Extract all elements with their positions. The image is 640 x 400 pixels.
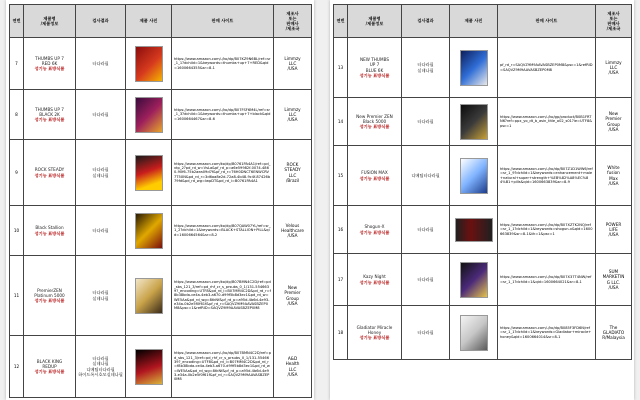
table-row xyxy=(10,38,312,90)
product-name-en: PremierZEN Platinum 5000 xyxy=(34,287,65,298)
sales-site-link[interactable]: pf_rd_r=SAQVZ9M9AAVASBZEP0M8&psc=1&refRID=SAQVZ9M9AAVASBZEP0M8 xyxy=(498,38,596,98)
maker: Limmzy LLC /USA xyxy=(274,90,312,140)
product-category: 성기능 표방식품 xyxy=(34,172,65,178)
test-result: 타다라필 실데나필 xyxy=(402,38,450,98)
header-result: 검사결과 xyxy=(76,5,126,38)
header-no: 연번 xyxy=(334,5,348,38)
product-name-en: Gladiator Miracle Honey xyxy=(356,324,393,335)
table-header-row xyxy=(10,5,312,38)
test-result: 타다라필 xyxy=(402,254,450,306)
test-result: 타다라필 실데나필 xyxy=(76,256,126,336)
product-name-en: ROCK STEADY xyxy=(34,167,65,173)
product-photo xyxy=(135,213,163,249)
product-photo-cell xyxy=(126,206,172,256)
product-name xyxy=(24,206,76,256)
product-photo-cell xyxy=(450,206,498,254)
product-photo-cell xyxy=(450,38,498,98)
maker: SUM MARKETIN G LLC. /USA xyxy=(596,254,632,306)
maker: A&D Health LLC /USA xyxy=(274,336,312,398)
sales-site-link[interactable]: https://www.amazon.com/-/ko/dp/B07BMN4C2D/ref=pd_sbs_121_3/ref=pd_rhf_cr_s_prsubs_0_1/131-5546639?_encoding=UTF8&pd_rd_i=B07MM4C2D&pd_rd_r=f8b38bda-ce4a-4eb3-a670-d99f5b8d3ec1&pd_rd_w=WE5Aa&pd_rd_wg=8tkNf&pf_rd_p=a95d-4b6d-4e93-e34a-0b2e5f0f61f&pf_rd_r=SAQVZ9M9AAVASBZEP0M8 xyxy=(172,336,274,398)
header-photo: 제품 사진 xyxy=(126,5,172,38)
product-category: 성기능 표방식품 xyxy=(34,298,65,304)
row-no: 10 xyxy=(10,206,24,256)
product-photo-cell xyxy=(450,306,498,360)
product-name xyxy=(348,254,402,306)
product-name xyxy=(24,256,76,336)
product-category: 성기능 표방식품 xyxy=(359,335,390,341)
product-category: 성기능 표방식품 xyxy=(359,279,390,285)
product-photo-cell xyxy=(126,90,172,140)
product-photo-cell xyxy=(126,140,172,206)
product-name xyxy=(24,336,76,398)
product-table-right xyxy=(333,4,632,360)
table-row xyxy=(334,38,632,98)
row-no: 13 xyxy=(334,38,348,98)
maker: New Premier Group /USA xyxy=(596,98,632,146)
product-name xyxy=(24,38,76,90)
table-row xyxy=(334,306,632,360)
product-name xyxy=(24,90,76,140)
header-product-name: 제품명 /제품정보 xyxy=(24,5,76,38)
test-result: 타다라필 xyxy=(402,206,450,254)
test-result: 타다라필 xyxy=(76,90,126,140)
product-name-en: New Premier ZEN Black 5000 xyxy=(356,113,393,124)
sales-site-link[interactable]: https://www.amazon.com/ko/dp/B07QAW07YL/ref=sr_1_2?dchild=1&keywords=BLACK+STALLION+PILL&qid=1600664564&sr=8-2 xyxy=(172,206,274,256)
product-name-en: Black Stallion xyxy=(35,225,64,231)
table-row xyxy=(10,140,312,206)
product-name xyxy=(348,38,402,98)
product-photo xyxy=(135,155,163,191)
header-product-name: 제품명 /제품정보 xyxy=(348,5,402,38)
product-name xyxy=(348,206,402,254)
sales-site-link[interactable]: https://www.amazon.com/-/ko/dp/B07XZTK2NQ/ref=sr_1_1?dchild=1&keywords=shogun-x&qid=1600663839&sr=8-1&th=1&psc=1 xyxy=(498,206,596,254)
sales-site-link[interactable]: https://www.amazon.com/ko/dp/B0761PA4A1/ref=pd_vtp_2?pd_rd_w=VsLa&pf_rd_p=a6e59982f-0074-4860-90f6-75b2aea09d7f&pf_rd_r=T6H0DNCT6ENWCRV7T5XN&pd_rd_r=3d6aa8e2d-72a8-4b48-9c4f-87426b79fd&pd_rd_wg=lwpDT&pd_rd_i=B0761PA4A1 xyxy=(172,140,274,206)
header-maker: 제조사 또는 판매사 /제조국 xyxy=(596,5,632,38)
product-photo xyxy=(135,349,163,385)
maker: ROCK STEADY LLC /Brazil xyxy=(274,140,312,206)
row-no: 14 xyxy=(334,98,348,146)
product-table-left xyxy=(9,4,312,398)
row-no: 12 xyxy=(10,336,24,398)
table-row xyxy=(10,206,312,256)
product-photo xyxy=(135,97,163,133)
product-photo xyxy=(460,262,488,298)
product-photo xyxy=(460,50,488,86)
document-page-left xyxy=(6,0,314,400)
table-row xyxy=(334,254,632,306)
product-name-en: FUSION MAX xyxy=(361,170,388,176)
row-no: 15 xyxy=(334,146,348,206)
header-site: 판매 사이트 xyxy=(498,5,596,38)
product-category: 성기능 표방식품 xyxy=(34,369,65,375)
product-photo xyxy=(460,158,488,194)
product-photo-cell xyxy=(450,146,498,206)
product-category: 성기능 표방식품 xyxy=(34,230,65,236)
maker: White fusion Max /USA xyxy=(596,146,632,206)
header-no: 연번 xyxy=(10,5,24,38)
product-name-en: Shogun-X xyxy=(364,224,385,230)
row-no: 17 xyxy=(334,254,348,306)
sales-site-link[interactable]: https://www.amazon.com/-/ko/dp/B07X37T4NW/ref=sr_1_1?dchild=1&qid=1600664021&sr=8-1 xyxy=(498,254,596,306)
table-row xyxy=(334,98,632,146)
product-name xyxy=(348,146,402,206)
product-photo-cell xyxy=(450,98,498,146)
table-row xyxy=(334,146,632,206)
test-result: 타다라필 실데나필 디메틸타다라필 하이드록시호모실데나필 xyxy=(76,336,126,398)
row-no: 18 xyxy=(334,306,348,360)
header-result: 검사결과 xyxy=(402,5,450,38)
test-result: 타다라필 xyxy=(402,306,450,360)
test-result: 타다라필 xyxy=(76,206,126,256)
product-photo-cell xyxy=(126,336,172,398)
product-name xyxy=(24,140,76,206)
product-photo-cell xyxy=(126,38,172,90)
row-no: 11 xyxy=(10,256,24,336)
product-name-en: THUMBS UP 7 BLACK 2K xyxy=(35,106,64,117)
maker: Velous Healthcare /USA xyxy=(274,206,312,256)
sales-site-link[interactable]: https://www.amazon.com/ko/dp/B07BMN4C2D/ref=pd_sbs_121_3/ref=pd_rhf_cr_s_prsubs_0_1/131-5546639?_encoding=UTF8&pd_rd_i=B07MM4C2D&pd_rd_r=f8b38bda-ce4a-4eb3-a670-d99f5b8d3ec1&pd_rd_w=WE5Aa&pd_rd_wg=8tkNf&pf_rd_p=a95d-4b6d-4e93-e34a-0b2e5f0f61f&pf_rd_r=SAQVZ9M9AAVASBZEP0M8&psc=1&refRID=SAQVZ9M9AAVASBZEP0M8 xyxy=(172,256,274,336)
table-row xyxy=(334,206,632,254)
product-category: 성기능 표방식품 xyxy=(34,66,65,72)
product-name-en: THUMBS UP 7 RED 6K xyxy=(35,55,64,66)
product-name-en: BLACK KING REDUP xyxy=(36,358,63,369)
product-name xyxy=(348,306,402,360)
test-result: 타다라필 실데나필 xyxy=(76,140,126,206)
product-photo xyxy=(460,104,488,140)
sales-site-link[interactable]: https://www.amazon.com/-/ko/dp/B07FSF6M4L/ref=sr_1_3?dchild=1&keywords=thumbs+up+7+black&qid=1600664467&sr=8-6 xyxy=(172,90,274,140)
maker: POWER LIFE /USA xyxy=(596,206,632,254)
product-name-en: Kazy Night xyxy=(363,274,386,280)
sales-site-link[interactable]: https://www.amazon.com/-/ko/gp/product/B0B1FRTN6?ref=ppx_yo_dt_b_asin_title_o02_s01?ie=UTF8&psc=1 xyxy=(498,98,596,146)
product-category: 성기능 표방식품 xyxy=(359,175,390,181)
maker: The GLADIATO R/Malaysia xyxy=(596,306,632,360)
product-name xyxy=(348,98,402,146)
product-category: 성기능 표방식품 xyxy=(34,117,65,123)
sales-site-link[interactable]: https://www.amazon.com/-/ko/dp/B07Z1D1WW6/ref=sr_1_9?dchild=1&keywords=enhancement+male+natural+super+strength+%EB%82%A8%EC%84%B1+pills&qid=1600663839&sr=8-9 xyxy=(498,146,596,206)
maker: New Premier Group /USA xyxy=(274,256,312,336)
product-category: 성기능 표방식품 xyxy=(359,72,390,78)
row-no: 16 xyxy=(334,206,348,254)
table-row xyxy=(10,336,312,398)
header-maker: 제조사 또는 판매사 /제조국 xyxy=(274,5,312,38)
product-category: 성기능 표방식품 xyxy=(359,124,390,130)
document-page-right xyxy=(330,0,634,400)
maker: Limmzy LLC /USA xyxy=(596,38,632,98)
product-photo xyxy=(460,315,488,351)
test-result: 타다라필 xyxy=(76,38,126,90)
header-site: 판매 사이트 xyxy=(172,5,274,38)
product-photo xyxy=(135,46,163,82)
row-no: 8 xyxy=(10,90,24,140)
test-result: 디메틸타다라필 xyxy=(402,146,450,206)
product-photo xyxy=(135,278,163,314)
product-photo-cell xyxy=(450,254,498,306)
maker: Limmzy LLC /USA xyxy=(274,38,312,90)
sales-site-link[interactable]: https://www.amazon.com/-/ko/dp/B07KZ9N6BL/ref=sr_1_1?dchild=1&keywords=thumbs+up+7+RED&qid=1600664355&sr=8-1 xyxy=(172,38,274,90)
sales-site-link[interactable]: https://www.amazon.com/-/ko/dp/B085F3FD6N/ref=sr_1_1?dchild=1&keywords=Gladiator+miracle+honey&qid=1600664014&sr=8-1 xyxy=(498,306,596,360)
product-photo-cell xyxy=(126,256,172,336)
row-no: 9 xyxy=(10,140,24,206)
product-name-en: NEW THUMBS UP 7 BLUE 6K xyxy=(359,57,390,73)
table-header-row xyxy=(334,5,632,38)
table-row xyxy=(10,256,312,336)
table-row xyxy=(10,90,312,140)
row-no: 7 xyxy=(10,38,24,90)
product-category: 성기능 표방식품 xyxy=(359,229,390,235)
product-photo xyxy=(455,218,493,242)
test-result: 타다라필 xyxy=(402,98,450,146)
header-photo: 제품 사진 xyxy=(450,5,498,38)
